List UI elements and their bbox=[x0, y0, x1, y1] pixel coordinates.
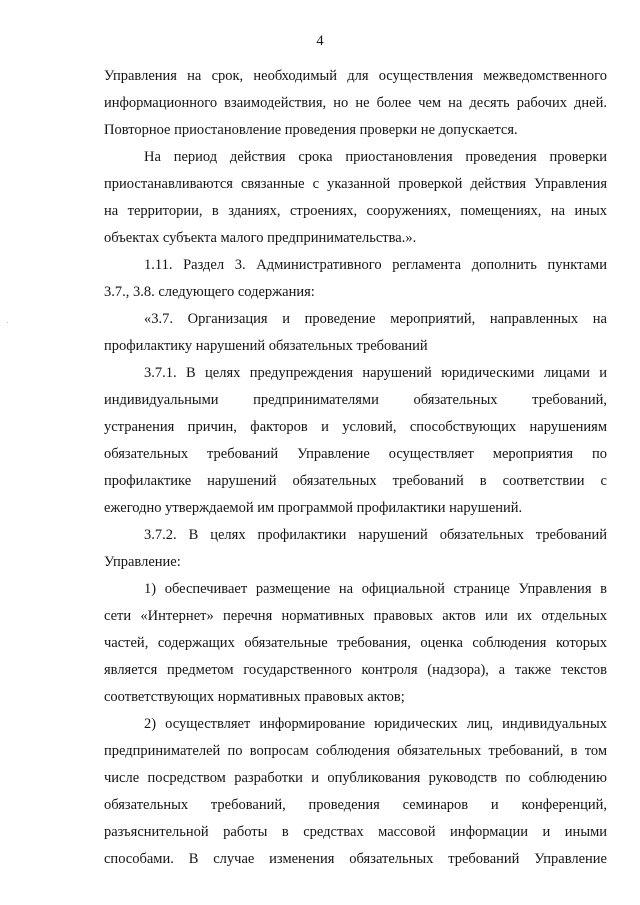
text-line: предпринимателей по вопросам соблюдения обязательных требований, в том bbox=[104, 743, 607, 759]
text-line: числе посредством разработки и опубликования руководств по соблюдению bbox=[104, 770, 607, 786]
text-line: на территории, в зданиях, строениях, сооружениях, помещениях, на иных bbox=[104, 203, 607, 219]
text-line: 3.7.2. В целях профилактики нарушений обязательных требований bbox=[144, 527, 607, 543]
text-line: разъяснительной работы в средствах массовой информации и иными bbox=[104, 824, 607, 840]
text-line: 1) обеспечивает размещение на официальной странице Управления в bbox=[144, 581, 607, 597]
text-line: индивидуальными предпринимателями обязательных требований, bbox=[104, 392, 607, 408]
text-line: объектах субъекта малого предпринимательства.». bbox=[104, 230, 417, 246]
text-line: Управления на срок, необходимый для осуществления межведомственного bbox=[104, 68, 607, 84]
text-line: приостанавливаются связанные с указанной проверкой действия Управления bbox=[104, 176, 607, 192]
text-line: способами. В случае изменения обязательных требований Управление bbox=[104, 851, 607, 867]
text-line: 3.7., 3.8. следующего содержания: bbox=[104, 284, 315, 300]
text-line: информационного взаимодействия, но не более чем на десять рабочих дней. bbox=[104, 95, 607, 111]
text-line: сети «Интернет» перечня нормативных правовых актов или их отдельных bbox=[104, 608, 607, 624]
text-line: устранения причин, факторов и условий, способствующих нарушениям bbox=[104, 419, 607, 435]
text-line: 2) осуществляет информирование юридических лиц, индивидуальных bbox=[144, 716, 607, 732]
text-line: На период действия срока приостановления проведения проверки bbox=[144, 149, 607, 165]
text-line: является предметом государственного контроля (надзора), а также текстов bbox=[104, 662, 607, 678]
text-line: соответствующих нормативных правовых актов; bbox=[104, 689, 405, 705]
page-number: 4 bbox=[316, 33, 324, 49]
text-line: Повторное приостановление проведения проверки не допускается. bbox=[104, 122, 518, 138]
text-line: обязательных требований, проведения семинаров и конференций, bbox=[104, 797, 607, 813]
text-line: Управление: bbox=[104, 554, 181, 570]
text-line: профилактике нарушений обязательных требований в соответствии с bbox=[104, 473, 607, 489]
text-line: ежегодно утверждаемой им программой профилактики нарушений. bbox=[104, 500, 523, 516]
text-line: «3.7. Организация и проведение мероприятий, направленных на bbox=[144, 311, 607, 327]
text-line: 1.11. Раздел 3. Административного регламента дополнить пунктами bbox=[144, 257, 607, 273]
scan-speck bbox=[7, 322, 8, 323]
text-line: 3.7.1. В целях предупреждения нарушений юридическими лицами и bbox=[144, 365, 607, 381]
text-line: профилактику нарушений обязательных требований bbox=[104, 338, 428, 354]
text-line: частей, содержащих обязательные требования, оценка соблюдения которых bbox=[104, 635, 607, 651]
text-line: обязательных требований Управление осуществляет мероприятия по bbox=[104, 446, 607, 462]
